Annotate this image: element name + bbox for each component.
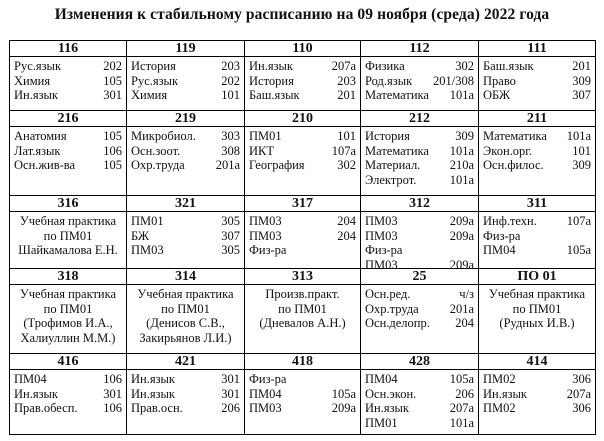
subject-name: Осн.экон.	[365, 386, 417, 401]
lesson-list	[361, 212, 478, 272]
lesson-line	[365, 59, 474, 74]
group-number: 314	[127, 269, 244, 285]
lesson-list	[479, 127, 595, 195]
lesson-line	[365, 129, 474, 144]
lesson-line	[249, 158, 356, 173]
room-number: 201	[337, 88, 356, 102]
lesson-line	[131, 59, 240, 74]
schedule-table	[9, 40, 596, 435]
room-number: 209а	[449, 214, 474, 228]
lesson-line	[365, 316, 474, 331]
group-number: 111	[479, 41, 595, 57]
room-number: 309	[572, 73, 591, 88]
lesson-line	[365, 372, 474, 387]
lesson-list	[245, 285, 360, 353]
practice-note: по ПМ01	[278, 301, 327, 316]
room-number: 207а	[566, 386, 591, 401]
subject-name: Химия	[14, 73, 51, 88]
room-number: 203	[221, 59, 240, 73]
room-number: 202	[103, 59, 122, 73]
room-number: 207а	[331, 59, 356, 73]
subject-name: ПМ01	[249, 129, 282, 143]
lesson-list	[127, 370, 244, 434]
subject-name: ИКТ	[249, 143, 274, 158]
lesson-list	[245, 212, 360, 268]
lesson-line	[249, 59, 356, 74]
subject-name: ОБЖ	[483, 88, 511, 102]
room-number: 101а	[449, 415, 474, 430]
lesson-line	[249, 88, 356, 103]
subject-name: Физ-ра	[249, 243, 287, 257]
lesson-line	[131, 229, 240, 244]
subject-name: ПМ04	[483, 243, 516, 257]
room-number: 201	[572, 59, 591, 73]
room-number: 201а	[449, 301, 474, 316]
subject-name: Математика	[365, 88, 429, 102]
lesson-line	[14, 372, 122, 387]
lesson-line	[483, 372, 591, 387]
lesson-line	[365, 387, 474, 402]
lesson-list	[127, 285, 244, 353]
group-cell	[127, 111, 245, 196]
group-number: 321	[127, 196, 244, 212]
subject-name: ПМ04	[365, 372, 398, 386]
lesson-line	[14, 74, 122, 89]
lesson-line	[14, 144, 122, 159]
practice-note: по ПМ01	[512, 301, 562, 316]
room-number: 308	[221, 143, 240, 158]
group-number: 313	[245, 269, 360, 285]
group-number: 317	[245, 196, 360, 212]
room-number: 105а	[449, 372, 474, 386]
lesson-list	[361, 370, 478, 434]
subject-name: ПМ03	[131, 243, 164, 257]
group-cell	[245, 111, 361, 196]
group-number: 110	[245, 41, 360, 57]
subject-name: Рус.язык	[14, 59, 62, 73]
lesson-line	[14, 387, 122, 402]
lesson-line	[249, 401, 356, 416]
group-number: 316	[10, 196, 126, 212]
subject-name: ПМ04	[249, 386, 282, 401]
group-cell	[10, 269, 127, 354]
subject-name: Прав.осн.	[131, 401, 183, 415]
group-number: 418	[245, 354, 360, 370]
room-number: 301	[221, 372, 240, 386]
lesson-line	[483, 74, 591, 89]
group-cell	[479, 196, 596, 269]
room-number: 306	[572, 401, 591, 415]
group-cell	[245, 196, 361, 269]
lesson-line	[131, 372, 240, 387]
subject-name: Ин.язык	[249, 59, 294, 73]
room-number: 101	[572, 143, 591, 158]
room-number: 307	[572, 88, 591, 102]
room-number: 207а	[449, 401, 474, 415]
subject-name: Математика	[483, 129, 547, 143]
room-number: 301	[103, 386, 122, 401]
subject-name: Прав.обесп.	[14, 401, 78, 415]
group-number: 211	[479, 111, 595, 127]
lesson-line	[249, 74, 356, 89]
practice-note: (Рудных И.В.)	[499, 316, 575, 330]
group-cell	[479, 269, 596, 354]
room-number: 302	[455, 59, 474, 73]
practice-note: Произв.практ.	[265, 287, 340, 301]
subject-name: История	[131, 59, 176, 73]
room-number: 106	[103, 401, 122, 415]
subject-name: Охр.труда	[131, 158, 185, 172]
lesson-line	[131, 401, 240, 416]
group-cell	[479, 41, 596, 111]
lesson-list	[127, 212, 244, 268]
subject-name: Осн.зоот.	[131, 143, 181, 158]
group-number: 119	[127, 41, 244, 57]
lesson-line	[365, 287, 474, 302]
group-cell	[479, 111, 596, 196]
subject-name: Физ-ра	[249, 372, 287, 386]
room-number: 201а	[215, 158, 240, 172]
subject-name: Химия	[131, 88, 168, 102]
lesson-line	[249, 372, 356, 387]
lesson-line	[131, 88, 240, 103]
group-cell	[10, 111, 127, 196]
room-number: 210а	[449, 158, 474, 172]
room-number: 209а	[449, 228, 474, 243]
lesson-line	[365, 302, 474, 317]
practice-note: по ПМ01	[161, 301, 210, 316]
subject-name: Инф.техн.	[483, 214, 537, 228]
schedule-row	[10, 111, 596, 196]
group-number: 428	[361, 354, 478, 370]
lesson-line	[131, 129, 240, 144]
room-number: 101а	[449, 172, 474, 187]
subject-name: Физ-ра	[483, 228, 521, 243]
subject-name: ПМ03	[365, 257, 398, 272]
lesson-line	[131, 158, 240, 173]
lesson-list	[10, 212, 126, 268]
lesson-list	[127, 57, 244, 110]
room-number	[352, 372, 356, 387]
group-cell	[127, 269, 245, 354]
lesson-line	[483, 144, 591, 159]
lesson-list	[361, 57, 478, 110]
lesson-line	[14, 59, 122, 74]
lesson-list	[10, 57, 126, 110]
subject-name: Материал.	[365, 158, 421, 172]
subject-name: Физ-ра	[365, 243, 403, 257]
room-number: 101	[337, 129, 356, 143]
group-cell	[361, 269, 479, 354]
practice-note: Учебная практика	[19, 287, 117, 301]
practice-note: Учебная практика	[488, 287, 586, 301]
subject-name: ПМ03	[249, 401, 282, 415]
lesson-list	[245, 370, 360, 434]
room-number: 201/308	[433, 73, 474, 88]
subject-name: Физика	[365, 59, 405, 73]
subject-name: Математика	[365, 143, 429, 158]
room-number: 309	[572, 158, 591, 172]
lesson-line	[365, 214, 474, 229]
room-number	[470, 243, 474, 258]
group-number: 210	[245, 111, 360, 127]
subject-name: Баш.язык	[249, 88, 300, 102]
lesson-line	[365, 88, 474, 103]
subject-name: Ин.язык	[131, 386, 176, 401]
lesson-list	[361, 127, 478, 195]
subject-name: ПМ02	[483, 372, 516, 386]
lesson-line	[249, 214, 356, 229]
lesson-line	[131, 144, 240, 159]
subject-name: ПМ03	[365, 214, 398, 228]
lesson-line	[249, 144, 356, 159]
subject-name: Лат.язык	[14, 143, 61, 158]
subject-name: Ин.язык	[14, 386, 59, 401]
lesson-line	[365, 173, 474, 188]
group-cell	[479, 354, 596, 435]
schedule-row	[10, 41, 596, 111]
page-title: Изменения к стабильному расписанию на 09 ноября (среда) 2022 года	[54, 6, 550, 23]
room-number: 101а	[449, 88, 474, 102]
subject-name: Микробиол.	[131, 129, 196, 143]
practice-note: Шайкамалова Е.Н.	[18, 243, 118, 257]
subject-name: Ин.язык	[131, 372, 176, 386]
subject-name: Экон.орг.	[483, 143, 533, 158]
lesson-list	[479, 285, 595, 353]
room-number: 101	[221, 88, 240, 102]
group-cell	[10, 354, 127, 435]
room-number: 209а	[449, 257, 474, 272]
group-cell	[245, 269, 361, 354]
subject-name: Анатомия	[14, 129, 67, 143]
lesson-line	[483, 59, 591, 74]
room-number: 203	[337, 73, 356, 88]
group-cell	[127, 196, 245, 269]
group-cell	[10, 196, 127, 269]
group-number: 416	[10, 354, 126, 370]
subject-name: История	[249, 73, 294, 88]
practice-note: (Дневалов А.Н.)	[259, 316, 346, 330]
room-number: 209а	[331, 401, 356, 415]
lesson-line	[14, 158, 122, 173]
group-number: 219	[127, 111, 244, 127]
practice-note: по ПМ01	[43, 301, 93, 316]
practice-note: Закирьянов Л.И.)	[139, 330, 232, 345]
lesson-line	[483, 243, 591, 258]
schedule-row	[10, 269, 596, 354]
room-number: 305	[221, 243, 240, 257]
practice-note: (Трофимов И.А.,	[23, 316, 113, 330]
lesson-list	[245, 57, 360, 110]
room-number: 101а	[566, 129, 591, 143]
subject-name: Баш.язык	[483, 59, 534, 73]
subject-name: БЖ	[131, 228, 150, 243]
practice-note: Халиуллин М.М.)	[20, 330, 116, 345]
subject-name: Ин.язык	[365, 401, 410, 415]
lesson-list	[245, 127, 360, 195]
room-number: 106	[103, 143, 122, 158]
lesson-line	[249, 243, 356, 258]
subject-name: Право	[483, 73, 516, 88]
group-cell	[361, 354, 479, 435]
subject-name: ПМ04	[14, 372, 47, 386]
subject-name: Род.язык	[365, 73, 413, 88]
subject-name: Охр.труда	[365, 301, 419, 316]
group-number: 116	[10, 41, 126, 57]
room-number: 301	[221, 386, 240, 401]
group-number: 414	[479, 354, 595, 370]
room-number: 309	[455, 129, 474, 143]
room-number: 105а	[566, 243, 591, 257]
lesson-line	[483, 401, 591, 416]
room-number: 204	[337, 228, 356, 243]
room-number: 105	[103, 158, 122, 172]
lesson-line	[131, 387, 240, 402]
subject-name: Осн.ред.	[365, 287, 411, 301]
group-cell	[245, 354, 361, 435]
room-number: 305	[221, 214, 240, 228]
lesson-line	[365, 74, 474, 89]
room-number	[352, 243, 356, 258]
subject-name: ПМ03	[249, 214, 282, 228]
subject-name: ПМ01	[131, 214, 164, 228]
group-number: 311	[479, 196, 595, 212]
subject-name: Осн.филос.	[483, 158, 544, 172]
subject-name: География	[249, 158, 305, 172]
group-cell	[361, 196, 479, 272]
subject-name: Осн.делопр.	[365, 316, 430, 330]
room-number: 307	[221, 228, 240, 243]
lesson-line	[14, 401, 122, 416]
room-number: 105	[103, 129, 122, 143]
group-cell	[127, 354, 245, 435]
group-cell	[245, 41, 361, 111]
room-number: 206	[221, 401, 240, 415]
room-number: 302	[337, 158, 356, 172]
group-number: 421	[127, 354, 244, 370]
schedule-row	[10, 196, 596, 269]
lesson-line	[365, 416, 474, 431]
group-number: 212	[361, 111, 478, 127]
subject-name: Электрот.	[365, 172, 417, 187]
group-cell	[361, 41, 479, 111]
subject-name: Ин.язык	[483, 386, 528, 401]
lesson-list	[479, 370, 595, 434]
room-number: 301	[103, 88, 122, 102]
subject-name: ПМ02	[483, 401, 516, 415]
lesson-line	[365, 229, 474, 244]
group-number: ПО 01	[479, 269, 595, 285]
subject-name: ПМ03	[249, 228, 282, 243]
room-number: 202	[221, 73, 240, 88]
room-number: 106	[103, 372, 122, 386]
room-number: 105а	[331, 386, 356, 401]
subject-name: ПМ01	[365, 415, 398, 430]
room-number: 101а	[449, 143, 474, 158]
lesson-list	[479, 212, 595, 268]
subject-name: Осн.жив-ва	[14, 158, 76, 172]
lesson-line	[483, 387, 591, 402]
lesson-line	[365, 243, 474, 258]
lesson-list	[10, 285, 126, 353]
group-cell	[127, 41, 245, 111]
room-number: 204	[337, 214, 356, 228]
group-number: 25	[361, 269, 478, 285]
room-number: ч/з	[459, 287, 474, 301]
lesson-line	[483, 214, 591, 229]
room-number: 303	[221, 129, 240, 143]
lesson-line	[249, 229, 356, 244]
room-number	[587, 229, 591, 244]
group-cell	[10, 41, 127, 111]
group-number: 216	[10, 111, 126, 127]
lesson-line	[483, 158, 591, 173]
room-number: 204	[455, 316, 474, 330]
lesson-list	[10, 370, 126, 434]
lesson-line	[249, 387, 356, 402]
lesson-line	[131, 243, 240, 258]
group-cell	[361, 111, 479, 196]
room-number: 306	[572, 372, 591, 386]
group-number: 312	[361, 196, 478, 212]
practice-note: (Денисов С.В.,	[146, 316, 225, 330]
group-number: 112	[361, 41, 478, 57]
lesson-list	[127, 127, 244, 195]
lesson-line	[483, 129, 591, 144]
subject-name: История	[365, 129, 410, 143]
lesson-line	[249, 129, 356, 144]
room-number: 206	[455, 386, 474, 401]
subject-name: ПМ03	[365, 228, 398, 243]
practice-note: Учебная практика	[19, 214, 117, 228]
group-number: 318	[10, 269, 126, 285]
lesson-line	[14, 88, 122, 103]
lesson-line	[365, 144, 474, 159]
room-number: 107а	[331, 143, 356, 158]
lesson-list	[361, 285, 478, 353]
schedule-row	[10, 354, 596, 435]
room-number: 107а	[566, 214, 591, 228]
lesson-line	[483, 88, 591, 103]
subject-name: Рус.язык	[131, 73, 179, 88]
practice-note: по ПМ01	[43, 228, 93, 243]
lesson-line	[131, 74, 240, 89]
lesson-line	[365, 158, 474, 173]
lesson-line	[14, 129, 122, 144]
subject-name: Ин.язык	[14, 88, 59, 102]
practice-note: Учебная практика	[137, 287, 234, 301]
lesson-line	[483, 229, 591, 244]
lesson-line	[365, 401, 474, 416]
lesson-list	[10, 127, 126, 195]
room-number: 105	[103, 73, 122, 88]
lesson-list	[479, 57, 595, 110]
lesson-line	[131, 214, 240, 229]
